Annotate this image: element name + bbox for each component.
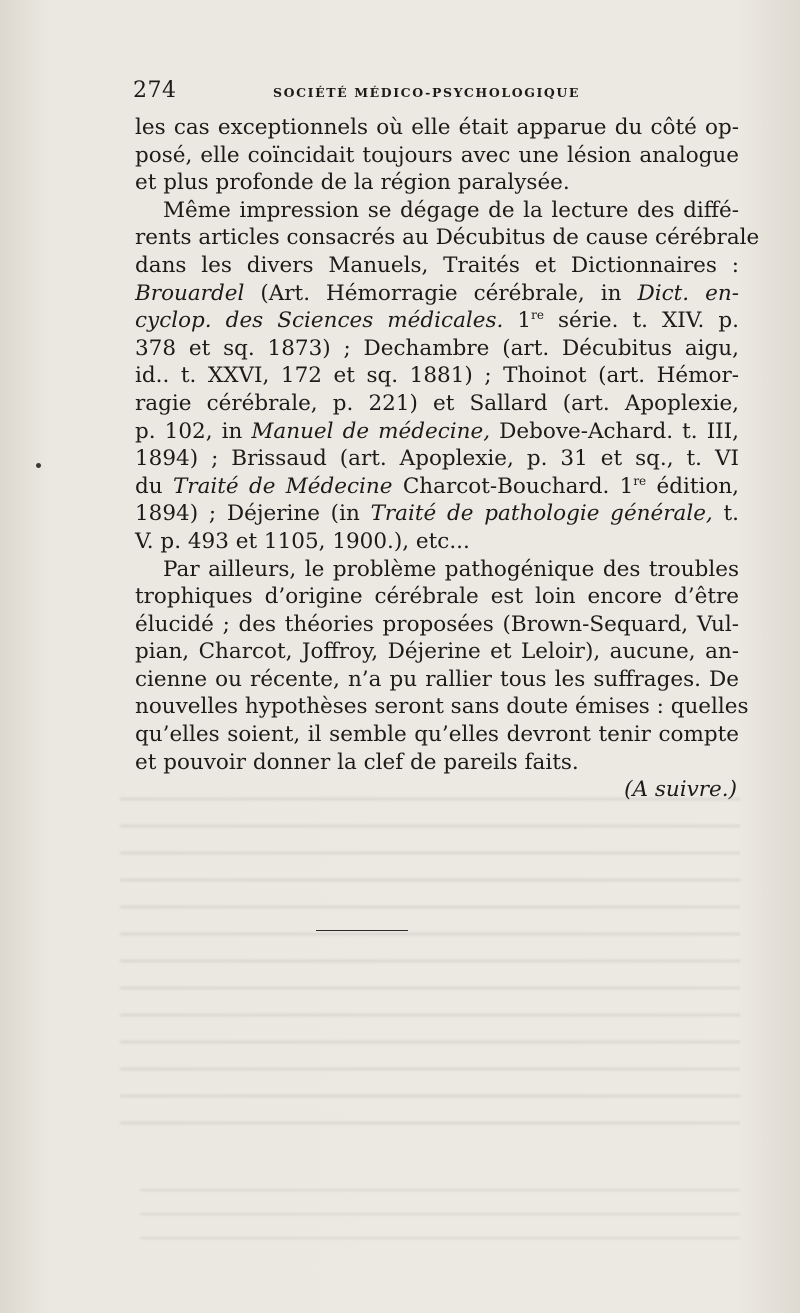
text-line xyxy=(135,307,739,335)
running-head: SOCIÉTÉ MÉDICO-PSYCHOLOGIQUE xyxy=(273,85,581,100)
text-line xyxy=(135,280,739,308)
text-line: rents articles consacrés au Décubitus de cause cérébrale xyxy=(135,225,760,251)
text-span: série. t. XIV. p. xyxy=(543,308,739,334)
page-number: 274 xyxy=(133,78,177,103)
ordinal-superscript: re xyxy=(531,308,544,323)
text-line: id.. t. XXVI, 172 et sq. 1881) ; Thoinot (art. Hémor- xyxy=(135,363,739,389)
text-line: nouvelles hypothèses seront sans doute émises : quelles xyxy=(135,694,749,720)
page-header xyxy=(133,78,751,108)
text-line: dans les divers Manuels, Traités et Dictionnaires : xyxy=(135,252,739,278)
text-line: ragie cérébrale, p. 221) et Sallard (art. Apoplexie, xyxy=(135,390,739,416)
text-line: et plus profonde de la région paralysée. xyxy=(135,170,570,196)
work-title: Dict. en- xyxy=(637,280,739,306)
author-name: Brouardel xyxy=(135,280,245,306)
text-line: qu’elles soient, il semble qu’elles devront tenir compte xyxy=(135,722,739,748)
text-span: Debove-Achard. t. III, xyxy=(490,418,740,444)
text-line: cienne ou récente, n’a pu rallier tous les suffrages. De xyxy=(135,666,739,692)
text-line xyxy=(135,473,739,501)
text-line: Même impression se dégage de la lecture des diffé- xyxy=(163,197,739,223)
body-text xyxy=(135,114,760,804)
text-span: édition, xyxy=(646,473,739,499)
text-line: les cas exceptionnels où elle était apparue du côté op- xyxy=(135,115,739,140)
text-line: V. p. 493 et 1105, 1900.), etc... xyxy=(135,528,470,554)
work-title: Traité de Médecine xyxy=(172,473,393,499)
text-line xyxy=(135,418,739,446)
text-line: posé, elle coïncidait toujours avec une lésion analogue xyxy=(135,142,739,168)
text-span: 1 xyxy=(503,308,532,334)
text-line xyxy=(135,500,739,528)
text-span: p. 102, in xyxy=(135,418,252,444)
text-line: pian, Charcot, Joffroy, Déjerine et Leloir), aucune, an- xyxy=(135,639,739,665)
section-rule xyxy=(316,930,408,931)
text-line: 378 et sq. 1873) ; Dechambre (art. Décubitus aigu, xyxy=(135,335,739,361)
text-span: t. xyxy=(712,501,740,527)
work-title: cyclop. des Sciences médicales. xyxy=(135,308,504,334)
text-line: 1894) ; Brissaud (art. Apoplexie, p. 31 et sq., t. VI xyxy=(135,446,739,472)
text-line: élucidé ; des théories proposées (Brown-Sequard, Vul- xyxy=(135,611,739,637)
text-line: et pouvoir donner la clef de pareils faits. xyxy=(135,749,579,775)
work-title: Manuel de médecine, xyxy=(251,418,491,444)
text-span: Charcot-Bouchard. 1 xyxy=(392,473,634,499)
show-through-text xyxy=(120,780,740,1140)
text-span: 1894) ; Déjerine (in xyxy=(135,501,371,527)
text-span: du xyxy=(135,473,173,499)
to-be-continued: (A suivre.) xyxy=(624,777,737,803)
text-line: Par ailleurs, le problème pathogénique des troubles xyxy=(163,556,739,582)
text-span: (Art. Hémorragie cérébrale, in xyxy=(244,280,638,306)
text-line: trophiques d’origine cérébrale est loin encore d’être xyxy=(135,584,739,610)
margin-mark xyxy=(36,463,41,468)
ordinal-superscript: re xyxy=(633,473,647,488)
show-through-footnote xyxy=(140,1175,740,1255)
work-title: Traité de pathologie générale, xyxy=(370,501,713,527)
